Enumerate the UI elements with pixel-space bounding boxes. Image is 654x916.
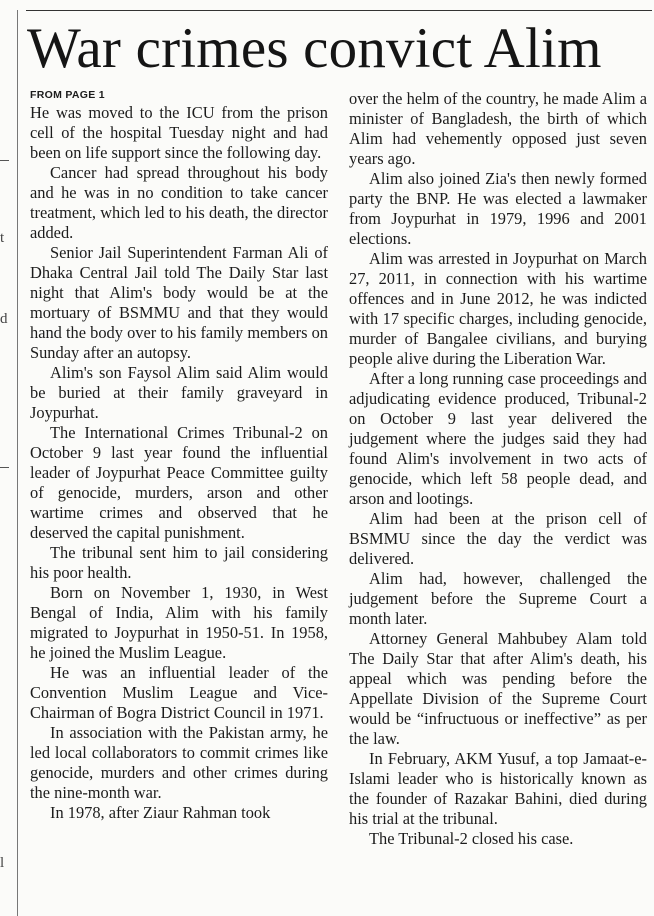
paragraph: Cancer had spread throughout his body and he was in no condition to take cancer treatment, which led to his death, the director added.: [30, 163, 328, 242]
paragraph: In February, AKM Yusuf, a top Jamaat-e-Islami leader who is historically known as the founder of Razakar Bahini, died during his trial at the tribunal.: [349, 749, 647, 828]
edge-fragment: t: [0, 230, 5, 246]
edge-dash: [0, 160, 9, 161]
paragraph: Alim had been at the prison cell of BSMMU since the day the verdict was delivered.: [349, 509, 647, 568]
column-divider: [17, 10, 18, 916]
paragraph: Born on November 1, 1930, in West Bengal of India, Alim with his family migrated to Joypurhat in 1950-51. In 1958, he joined the Muslim League.: [30, 583, 328, 662]
article-column-left: [30, 89, 328, 823]
paragraph: The tribunal sent him to jail considering his poor health.: [30, 543, 328, 582]
headline: War crimes convict Alim: [27, 17, 602, 80]
paragraph: In association with the Pakistan army, he led local collaborators to commit crimes like genocide, murders and other crimes during the nine-month war.: [30, 723, 328, 802]
paragraph: He was moved to the ICU from the prison cell of the hospital Tuesday night and had been on life support since the following day.: [30, 103, 328, 162]
kicker-from-page: FROM PAGE 1: [30, 89, 105, 101]
paragraph: He was an influential leader of the Convention Muslim League and Vice-Chairman of Bogra District Council in 1971.: [30, 663, 328, 722]
edge-fragment: d: [0, 311, 8, 327]
paragraph: Attorney General Mahbubey Alam told The Daily Star that after Alim's death, his appeal which was pending before the Appellate Division of the Supreme Court would be “infructuous or ineffective” as per the law.: [349, 629, 647, 748]
article-column-right: [349, 89, 647, 849]
top-rule: [26, 10, 652, 11]
paragraph: The Tribunal-2 closed his case.: [369, 829, 574, 848]
paragraph: Alim's son Faysol Alim said Alim would be buried at their family graveyard in Joypurhat.: [30, 363, 328, 422]
paragraph: The International Crimes Tribunal-2 on October 9 last year found the influential leader of Joypurhat Peace Committee guilty of genocide, murders, arson and other wartime crimes and observed that he deserved the capital punishment.: [30, 423, 328, 542]
paragraph: over the helm of the country, he made Alim a minister of Bangladesh, the birth of which Alim had vehemently opposed just seven years ago.: [349, 89, 647, 168]
paragraph: Alim also joined Zia's then newly formed party the BNP. He was elected a lawmaker from Joypurhat in 1979, 1996 and 2001 elections.: [349, 169, 647, 248]
paragraph: Alim had, however, challenged the judgement before the Supreme Court a month later.: [349, 569, 647, 628]
paragraph: In 1978, after Ziaur Rahman took: [50, 803, 271, 822]
paragraph: Senior Jail Superintendent Farman Ali of Dhaka Central Jail told The Daily Star last night that Alim's body would be at the mortuary of BSMMU and that they would hand the body over to his family members on Sunday after an autopsy.: [30, 243, 328, 362]
paragraph: Alim was arrested in Joypurhat on March 27, 2011, in connection with his wartime offences and in June 2012, he was indicted with 17 specific charges, including genocide, murder of Bangalee civilians, and burying people alive during the Liberation War.: [349, 249, 647, 368]
edge-dash: [0, 467, 9, 468]
paragraph: After a long running case proceedings and adjudicating evidence produced, Tribunal-2 on October 9 last year delivered the judgement where the judges said they had found Alim's involvement in two acts of genocide, which left 58 people dead, and arson and lootings.: [349, 369, 647, 508]
edge-fragment: l: [0, 855, 5, 871]
